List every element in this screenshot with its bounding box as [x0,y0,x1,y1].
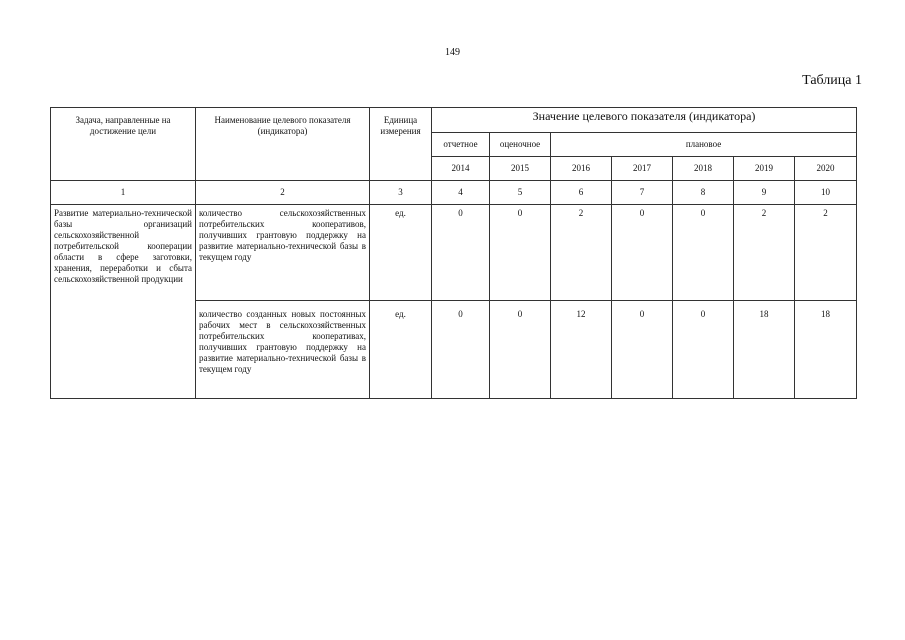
indicator-cell: количество сельскохозяйственных потребительских кооперативов, получивших грантовую поддержку на развитие материально-технической базы в текущем году [196,205,370,301]
year-cell: 2016 [551,157,612,181]
column-number: 2 [196,181,370,205]
column-number: 6 [551,181,612,205]
unit-cell: ед. [370,205,432,301]
value-cell: 18 [734,301,795,399]
indicator-cell: количество созданных новых постоянных рабочих мест в сельскохозяйственных потребительских кооперативах, получивших грантовую поддержку на развитие материально-технической базы в текущем году [196,301,370,399]
task-cell: Развитие материально-технической базы организаций сельскохозяйственной потребительской кооперации области в сфере заготовки, хранения, переработки и сбыта сельскохозяйственной продукции [51,205,196,399]
value-cell: 0 [490,301,551,399]
value-cell: 0 [673,205,734,301]
table-title: Таблица 1 [802,73,862,88]
column-number: 7 [612,181,673,205]
year-cell: 2014 [432,157,490,181]
header-value-group: Значение целевого показателя (индикатора) [432,108,857,133]
year-cell: 2020 [795,157,857,181]
page-number: 149 [445,47,460,58]
column-number: 10 [795,181,857,205]
value-cell: 2 [551,205,612,301]
column-number: 9 [734,181,795,205]
header-estimated: оценочное [490,133,551,157]
value-cell: 0 [612,301,673,399]
table-row [51,205,857,301]
value-cell: 0 [432,301,490,399]
header-planned: плановое [551,133,857,157]
value-cell: 2 [795,205,857,301]
column-number: 8 [673,181,734,205]
column-number: 1 [51,181,196,205]
header-reported: отчетное [432,133,490,157]
header-indicator: Наименование целевого показателя (индикатора) [196,108,370,181]
value-cell: 18 [795,301,857,399]
unit-cell: ед. [370,301,432,399]
year-cell: 2019 [734,157,795,181]
year-cell: 2015 [490,157,551,181]
column-number: 5 [490,181,551,205]
value-cell: 0 [432,205,490,301]
year-cell: 2018 [673,157,734,181]
value-cell: 12 [551,301,612,399]
value-cell: 2 [734,205,795,301]
column-number: 3 [370,181,432,205]
column-numbers-row [51,181,857,205]
indicators-table [50,107,857,399]
header-unit: Единица измерения [370,108,432,181]
header-row-1 [51,108,857,133]
value-cell: 0 [490,205,551,301]
year-cell: 2017 [612,157,673,181]
column-number: 4 [432,181,490,205]
value-cell: 0 [673,301,734,399]
header-task: Задача, направленные на достижение цели [51,108,196,181]
value-cell: 0 [612,205,673,301]
